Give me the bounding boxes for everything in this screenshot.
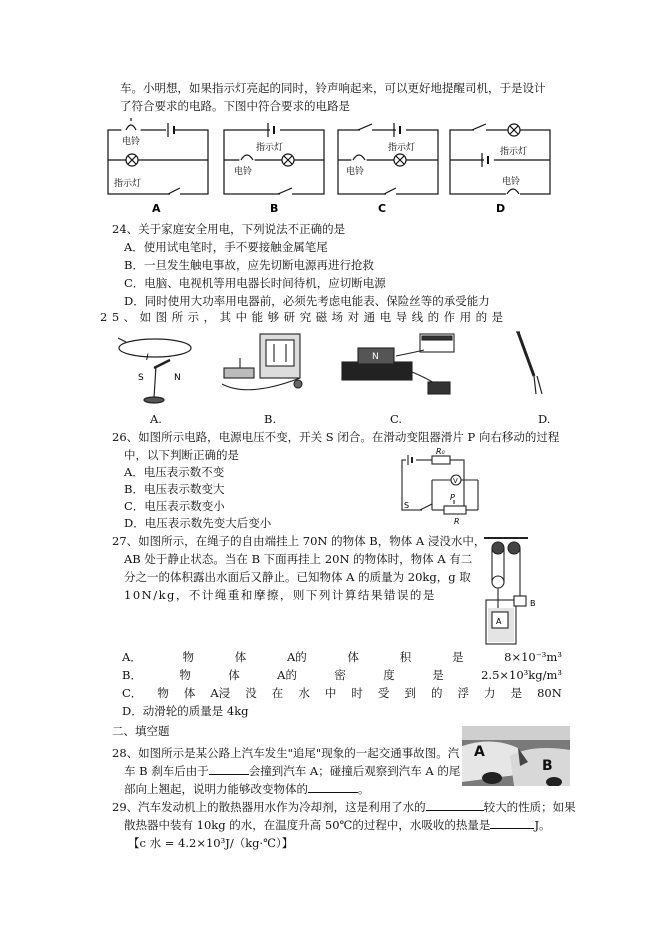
q25-label-c: C.	[390, 412, 403, 426]
q27-line-2: AB 处于静止状态。当在 B 下面再挂上 20N 的物体时，物体 A 有二	[124, 552, 473, 566]
q27-a-3: A的	[286, 650, 307, 664]
q27-c-5: 在	[271, 686, 284, 700]
circuit-b	[224, 123, 324, 194]
fig-a-s: S	[138, 373, 144, 383]
q27-b-0: B．	[122, 668, 142, 682]
q27-c-14: 是	[510, 686, 523, 700]
q26-circuit	[392, 446, 482, 526]
q26-r: R	[454, 517, 460, 526]
q28-blank-2[interactable]	[308, 780, 358, 793]
label-bell-d: 电铃	[502, 177, 521, 187]
q25-label-d: D.	[538, 412, 551, 426]
q26-s: S	[404, 501, 410, 510]
q27-b-2: 体	[228, 668, 240, 682]
circuit-letter-b: B	[270, 202, 279, 215]
label-lamp-c: 指示灯	[388, 143, 416, 153]
q26-option-c: C．电压表示数变小	[124, 499, 225, 513]
q27-a-4: 体	[347, 650, 359, 664]
q28-blank-1[interactable]	[209, 762, 249, 775]
q27-option-c	[122, 684, 562, 702]
q27-c-10: 到	[404, 686, 416, 700]
q28-line-2	[124, 762, 460, 780]
q27-a-6: 是	[451, 650, 464, 664]
q27-c-15: 80N	[537, 686, 562, 700]
q27-option-b	[122, 666, 562, 684]
q27-fig-b: B	[530, 599, 536, 608]
label-lamp-a: 指示灯	[114, 179, 142, 189]
q28-line-1: 28、如图所示是某公路上汽车发生"追尾"现象的一起交通事故图。汽	[112, 746, 460, 760]
q26-v: V	[453, 477, 458, 485]
q24-option-a: A．使用试电笔时，手不要接触金属笔尾	[124, 240, 328, 254]
q25-stem: 25、如图所示，其中能够研究磁场对通电导线的作用的是	[100, 310, 508, 324]
q26-option-b: B．电压表示数变大	[124, 482, 225, 496]
q24-option-b: B．一旦发生触电事故，应先切断电源再进行抢救	[124, 258, 374, 272]
q29-line-2	[124, 816, 551, 834]
fig-c-n: N	[372, 352, 379, 362]
label-lamp-b: 指示灯	[256, 143, 284, 153]
fig-a-n: N	[174, 373, 181, 383]
q27-b-4: 密	[334, 668, 346, 682]
q25-figure-c	[336, 326, 466, 406]
q27-pulley-figure	[478, 534, 548, 652]
q29-line-2a: 散热器中装有 10kg 的水，在温度升高 50℃的过程中，水吸收的热量是	[124, 818, 491, 832]
circuit-c	[338, 123, 438, 194]
label-lamp-d: 指示灯	[500, 147, 528, 157]
q24-option-c: C．电脑、电视机等用电器长时间待机，应切断电源	[124, 276, 386, 290]
q27-b-1: 物	[179, 668, 191, 682]
q29-line-1a: 29、汽车发动机上的散热器用水作为冷却剂，这是利用了水的	[112, 800, 426, 814]
q28-line-2a: 车 B 刹车后由于	[124, 764, 209, 778]
q27-b-7: 2.5×10³kg/m³	[481, 668, 562, 682]
q25-figure-d	[510, 328, 550, 400]
q26-option-d: D．电压表示数先变大后变小	[124, 516, 272, 530]
q27-b-5: 度	[383, 668, 395, 682]
circuit-letter-d: D	[496, 202, 506, 215]
circuit-letter-c: C	[378, 202, 387, 215]
q27-a-7: 8×10⁻³m³	[504, 650, 562, 664]
label-bell-b: 电铃	[234, 167, 253, 177]
q26-p: P	[450, 493, 455, 502]
label-bell-c: 电铃	[346, 167, 365, 177]
q27-c-0: C．	[122, 686, 143, 700]
q29-line-1	[112, 798, 576, 816]
q25-label-b: B.	[264, 412, 277, 426]
q27-c-6: 水	[298, 686, 310, 700]
q24-option-d: D．同时使用大功率用电器前，必须先考虑电能表、保险丝等的承受能力	[124, 294, 490, 308]
q27-b-6: 是	[432, 668, 444, 682]
q28-line-3	[124, 780, 370, 798]
q29-blank-1[interactable]	[426, 798, 484, 811]
q27-line-4: 10N/kg，不计绳重和摩擦，则下列计算结果错误的是	[124, 588, 436, 602]
q27-a-0: A．	[122, 650, 142, 664]
q24-stem: 24、关于家庭安全用电，下列说法不正确的是	[112, 222, 346, 236]
q27-c-13: 力	[484, 686, 496, 700]
q29-line-1b: 较大的性质；如果	[483, 800, 576, 814]
intro-line-1: 车。小明想，如果指示灯亮起的同时，铃声响起来，可以更好地提醒司机，于是设计	[120, 81, 546, 95]
label-bell-a: 电铃	[122, 137, 141, 147]
q29-blank-2[interactable]	[490, 816, 534, 829]
intro-line-2: 了符合要求的电路。下图中符合要求的电路是	[120, 99, 350, 113]
fig-a-current: I	[146, 353, 149, 363]
q27-a-5: 积	[399, 650, 412, 664]
q27-c-7: 中	[324, 686, 337, 700]
circuit-letter-a: A	[152, 202, 161, 215]
q28-crash-photo	[462, 726, 570, 786]
q29-line-2b: J。	[534, 818, 551, 832]
q27-c-12: 浮	[457, 686, 469, 700]
circuit-d	[450, 124, 550, 194]
q28-line-2b: 会撞到汽车 A；碰撞后观察到汽车 A 的尾	[248, 764, 461, 778]
q25-figure-b	[218, 328, 308, 400]
q29-line-3: 【c 水 = 4.2×10³J/（kg·℃）】	[128, 836, 294, 850]
q27-c-3: A浸	[210, 686, 231, 700]
q27-line-1: 27、如图所示，在绳子的自由端挂上 70N 的物体 B，物体 A 浸没水中，	[112, 534, 486, 548]
q27-c-1: 物	[157, 686, 169, 700]
q28-line-3a: 部向上翘起，说明力能够改变物体的	[124, 782, 308, 796]
q27-c-2: 体	[183, 686, 196, 700]
q25-label-a: A.	[150, 412, 162, 426]
q26-stem-1: 26、如图所示电路，电源电压不变，开关 S 闭合。在滑动变阻器滑片 P 向右移动的过程	[112, 430, 560, 444]
q27-c-4: 没	[245, 686, 257, 700]
photo-label-a: A	[474, 744, 485, 760]
q27-c-8: 时	[351, 686, 363, 700]
circuit-diagrams	[100, 118, 560, 218]
q27-line-3: 分之一的体积露出水面后又静止。已知物体 A 的质量为 20kg，g 取	[124, 570, 471, 584]
q27-c-9: 受	[377, 686, 390, 700]
q25-figure-a	[110, 328, 200, 408]
q27-a-1: 物	[182, 650, 195, 664]
q28-line-3b: 。	[358, 782, 370, 796]
q26-option-a: A．电压表示数不变	[124, 465, 225, 479]
section-2-heading: 二、填空题	[112, 724, 170, 738]
q26-stem-2: 中，以下判断正确的是	[124, 448, 239, 462]
q27-b-3: A的	[277, 668, 297, 682]
photo-label-b: B	[542, 758, 553, 774]
q27-c-11: 的	[430, 686, 443, 700]
q26-r0: R₀	[436, 447, 445, 456]
q27-option-d: D．动滑轮的质量是 4kg	[122, 704, 249, 718]
q27-fig-a: A	[496, 617, 502, 626]
q27-option-a	[122, 648, 562, 666]
q27-a-2: 体	[234, 650, 247, 664]
